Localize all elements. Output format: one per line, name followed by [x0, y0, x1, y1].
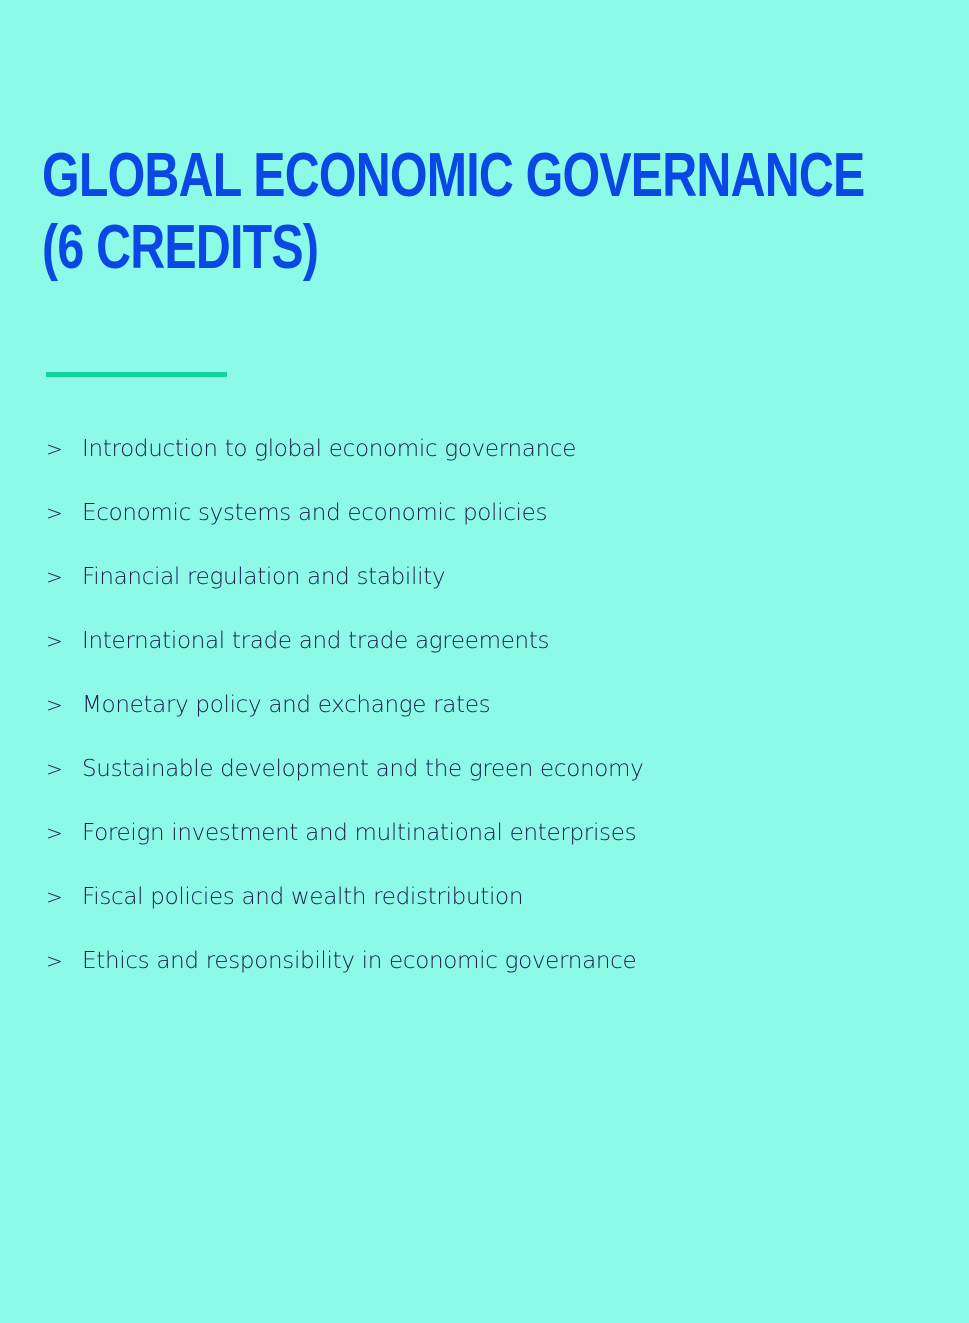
chevron-right-icon: > — [46, 501, 63, 525]
chevron-right-icon: > — [46, 949, 63, 973]
chevron-right-icon: > — [46, 885, 63, 909]
chevron-right-icon: > — [46, 629, 63, 653]
chevron-right-icon: > — [46, 693, 63, 717]
list-item — [46, 814, 643, 878]
list-item — [46, 686, 643, 750]
list-item-label: Financial regulation and stability — [82, 564, 446, 590]
list-item-label: International trade and trade agreements — [82, 628, 550, 654]
chevron-right-icon: > — [46, 821, 63, 845]
list-item-label: Ethics and responsibility in economic governance — [82, 948, 637, 974]
title-line-2: (6 CREDITS) — [42, 213, 319, 282]
list-item — [46, 878, 643, 942]
accent-divider — [46, 372, 227, 377]
list-item — [46, 494, 643, 558]
list-item — [46, 942, 643, 1006]
course-topics-list — [46, 430, 643, 1006]
list-item — [46, 558, 643, 622]
chevron-right-icon: > — [46, 757, 63, 781]
list-item-label: Foreign investment and multinational enterprises — [82, 820, 637, 846]
list-item — [46, 750, 643, 814]
page-title — [42, 140, 864, 284]
title-line-1: GLOBAL ECONOMIC GOVERNANCE — [42, 141, 865, 210]
list-item-label: Fiscal policies and wealth redistribution — [82, 884, 524, 910]
list-item-label: Sustainable development and the green economy — [82, 756, 644, 782]
chevron-right-icon: > — [46, 437, 63, 461]
list-item — [46, 622, 643, 686]
list-item-label: Economic systems and economic policies — [82, 500, 548, 526]
list-item-label: Introduction to global economic governance — [82, 436, 577, 462]
list-item-label: Monetary policy and exchange rates — [82, 692, 491, 718]
chevron-right-icon: > — [46, 565, 63, 589]
list-item — [46, 430, 643, 494]
